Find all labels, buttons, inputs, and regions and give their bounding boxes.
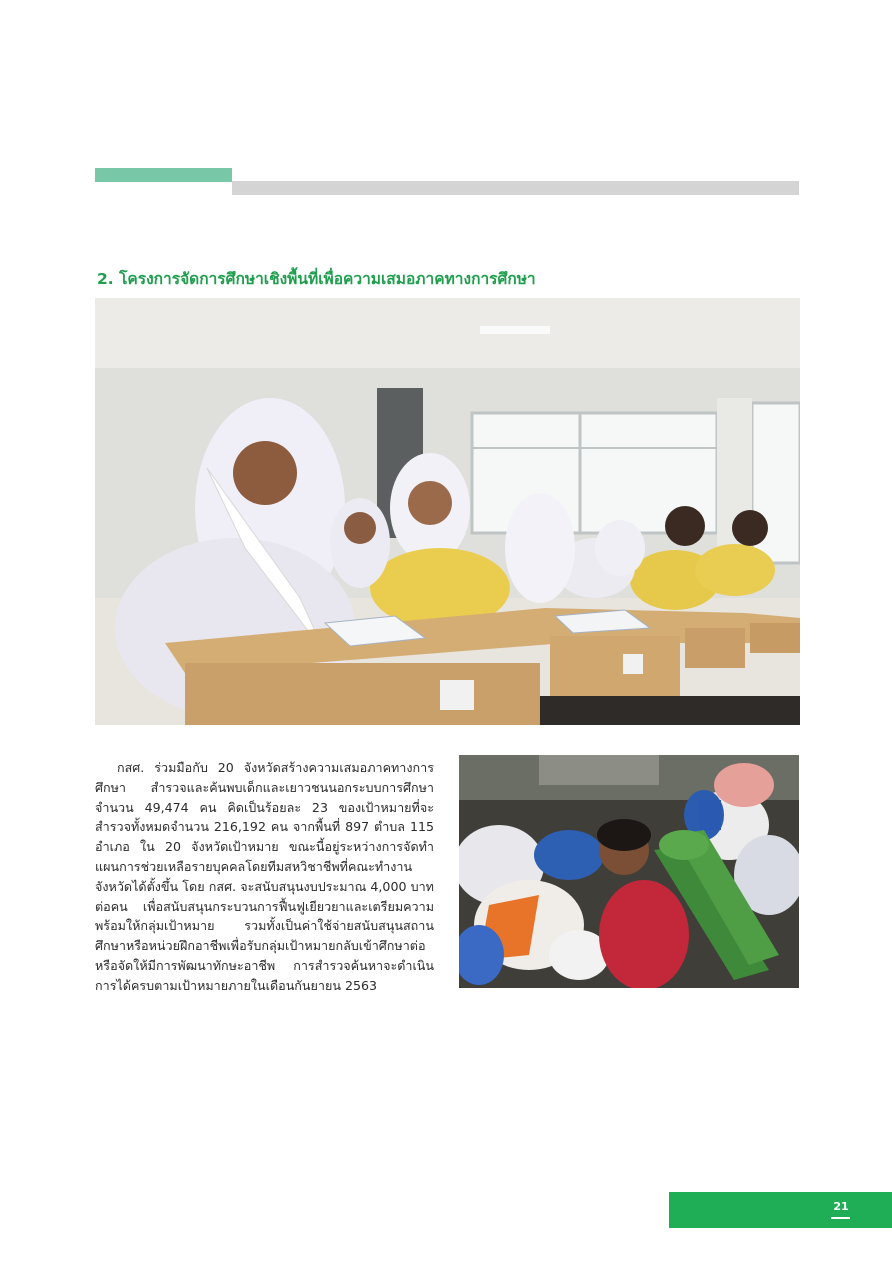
classroom-photo [95, 298, 800, 725]
page-number-underline [831, 1217, 850, 1219]
page-number-tab [669, 1192, 892, 1228]
page-number: 21 [833, 1200, 849, 1213]
section-title: 2. โครงการจัดการศึกษาเชิงพื้นที่เพื่อความเสมอภาคทางการศึกษา [97, 270, 536, 288]
flower-market-photo [459, 755, 799, 988]
header-accent-bar [95, 168, 232, 182]
header-divider-bar [232, 181, 799, 195]
article-paragraph: กสศ. ร่วมมือกับ 20 จังหวัดสร้างความเสมอภาคทางการศึกษา สำรวจและค้นพบเด็กและเยาวชนนอกระบบการศึกษาจำนวน 49,474 คน คิดเป็นร้อยละ 23 ของเป้าหมายที่จะสำรวจทั้งหมดจำนวน 216,192 คน จากพื้นที่ 897 ตำบล 115 อำเภอ ใน 20 จังหวัดเป้าหมาย ขณะนี้อยู่ระหว่างการจัดทำแผนการช่วยเหลือรายบุคคลโดยทีมสหวิชาชีพที่คณะทำงานจังหวัดได้ตั้งขึ้น โดย กสศ. จะสนับสนุนงบประมาณ 4,000 บาทต่อคน เพื่อสนับสนุนกระบวนการฟื้นฟูเยียวยาและเตรียมความพร้อมให้กลุ่มเป้าหมาย รวมทั้งเป็นค่าใช้จ่ายสนับสนุนสถานศึกษาหรือหน่วยฝึกอาชีพเพื่อรับกลุ่มเป้าหมายกลับเข้าศึกษาต่อ หรือจัดให้มีการพัฒนาทักษะอาชีพ การสำรวจค้นหาจะดำเนินการได้ครบตามเป้าหมายภายในเดือนกันยายน 2563 [95, 760, 434, 993]
